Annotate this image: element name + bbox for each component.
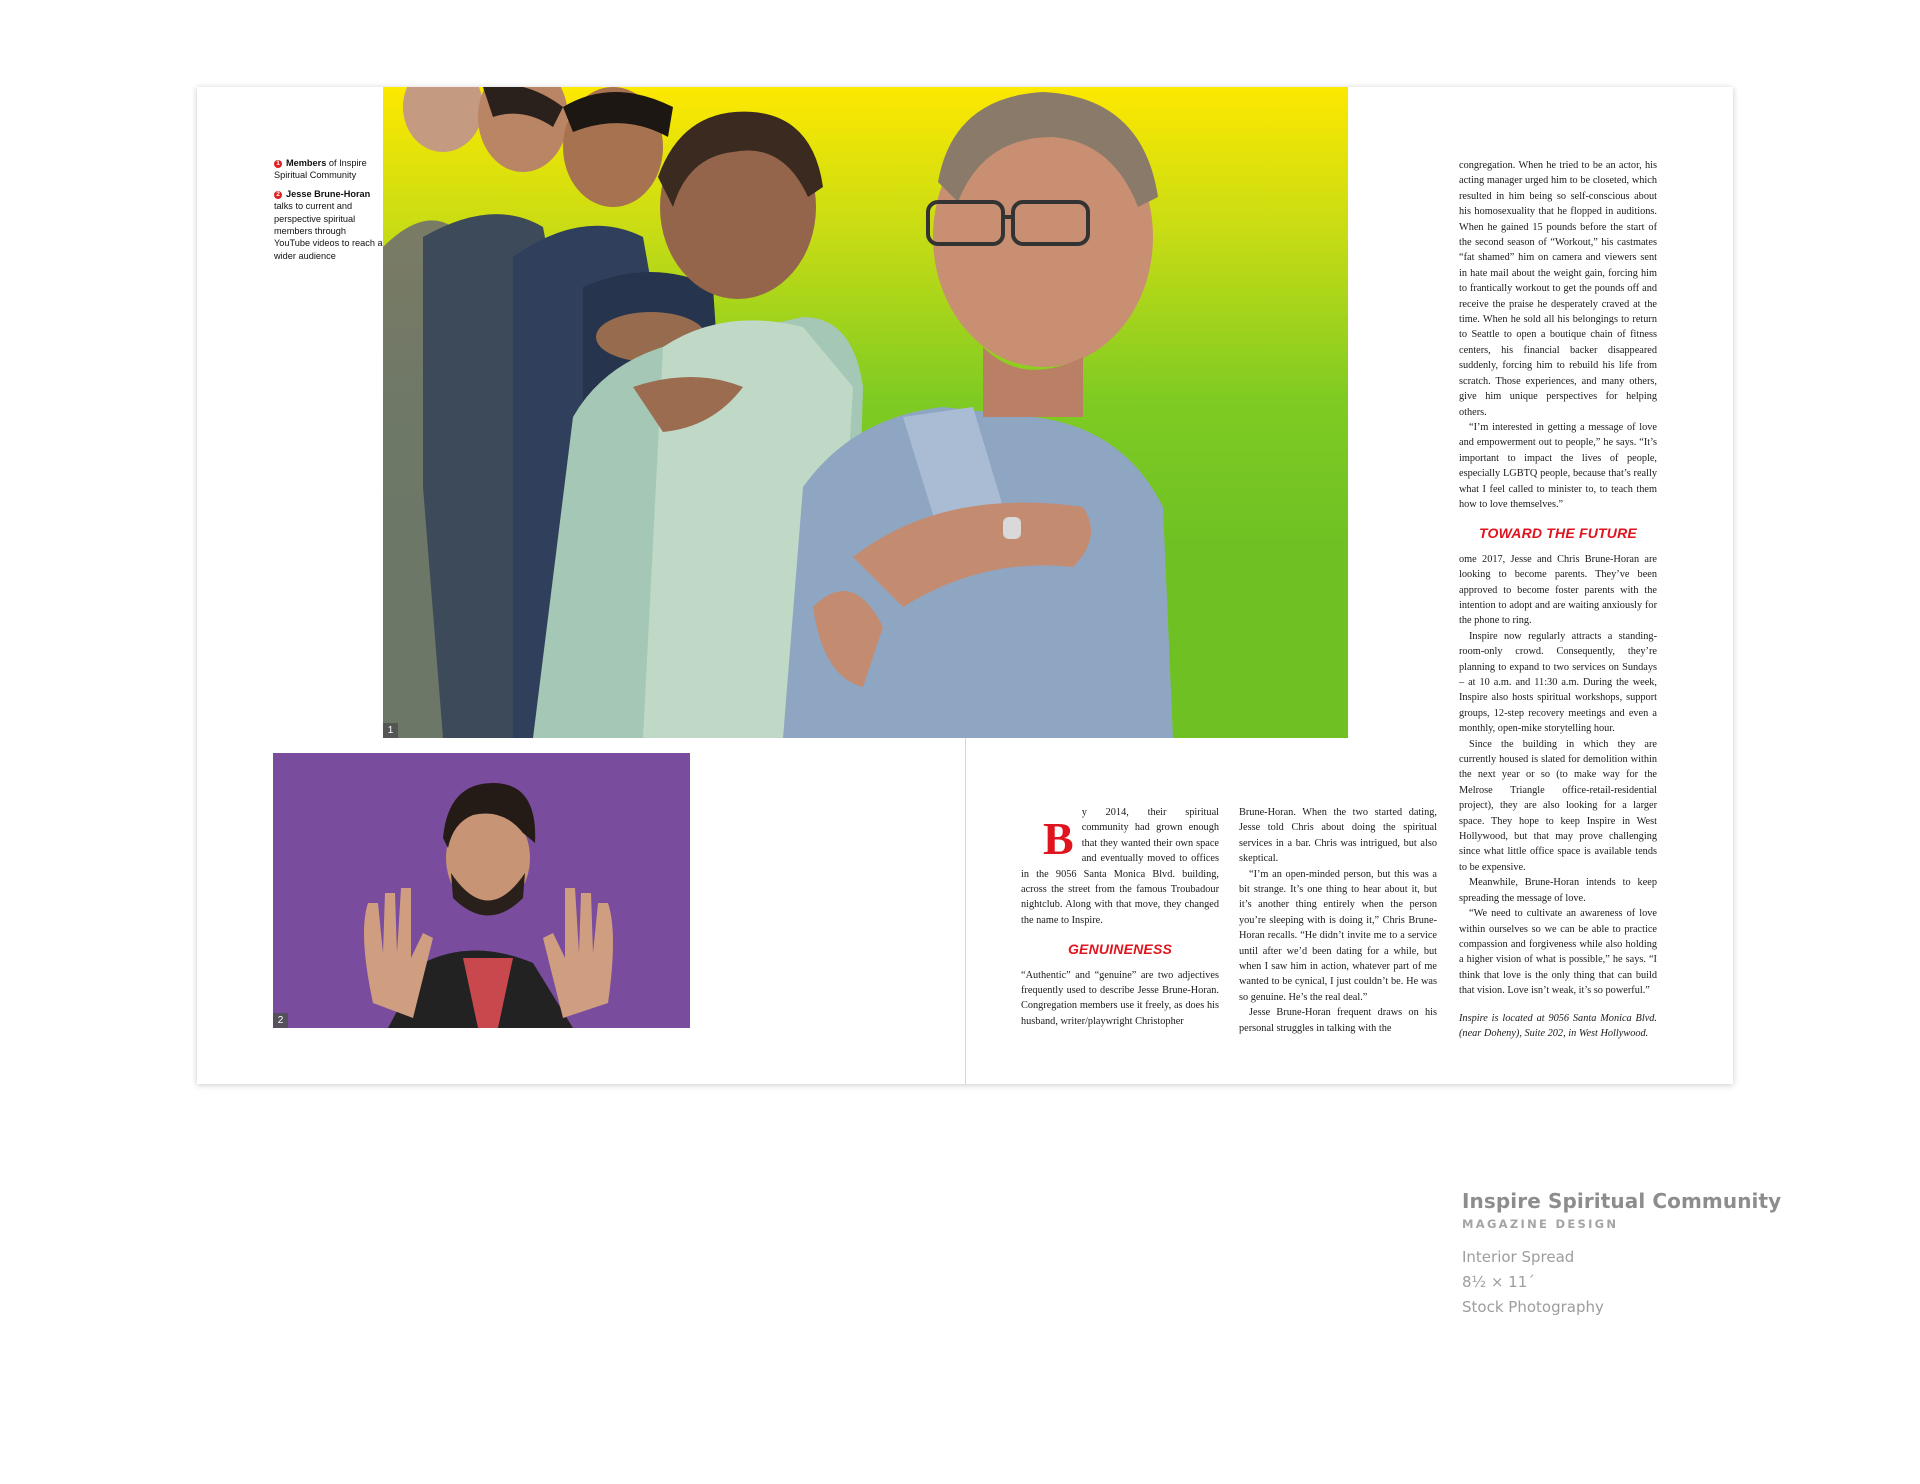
- project-detail-photography: Stock Photography: [1462, 1298, 1604, 1316]
- article-column-3: [1459, 158, 1657, 1041]
- photo-captions: [274, 157, 384, 268]
- jesse-illustration: [273, 753, 690, 1028]
- project-detail-format: Interior Spread: [1462, 1248, 1575, 1266]
- project-detail-size: 8½ × 11´: [1462, 1273, 1535, 1291]
- congregation-illustration: [383, 87, 1348, 738]
- article-paragraph: “I’m interested in getting a message of love and empowerment out to people,” he says. “It’s important to impact the lives of people, especially LGBTQ people, because that’s really what I feel called to minister to, to teach them how to love themselves.”: [1459, 421, 1657, 510]
- project-subtitle: MAGAZINE DESIGN: [1462, 1217, 1619, 1231]
- article-paragraph: ome 2017, Jesse and Chris Brune-Horan are looking to become parents. They’ve been approved to become foster parents with the intention to adopt and are waiting anxiously for the phone to ring.: [1459, 553, 1657, 627]
- project-title: Inspire Spiritual Community: [1462, 1189, 1782, 1213]
- caption-number-badge: 1: [274, 160, 282, 168]
- magazine-spread: [197, 87, 1733, 1084]
- article-intro: y 2014, their spiritual community had grown enough that they wanted their own space and eventually moved to offices in the 9056 Santa Monica Blvd. building, across the street from the famous Troubadour nightclub. Along with that move, they changed the name to Inspire.: [1021, 807, 1219, 926]
- caption-1: 1 Members of Inspire Spiritual Community: [274, 158, 367, 181]
- article-paragraph: Meanwhile, Brune-Horan intends to keep spreading the message of love.: [1459, 877, 1657, 904]
- photo-number-2: 2: [273, 1013, 288, 1028]
- article-closing-note: Inspire is located at 9056 Santa Monica Blvd. (near Doheny), Suite 202, in West Hollywood.: [1459, 1012, 1657, 1039]
- article-paragraph: Jesse Brune-Horan frequent draws on his personal struggles in talking with the: [1239, 1007, 1437, 1034]
- article-column-1: [1021, 805, 1219, 1029]
- heading-toward-the-future: TOWARD THE FUTURE: [1479, 525, 1637, 542]
- article-paragraph: Inspire now regularly attracts a standing-room-only crowd. Consequently, they’re planning to expand to two services on Sundays – at 10 a.m. and 11:30 a.m. During the week, Inspire also hosts spiritual workshops, support groups, 12-step recovery meetings and even a monthly, open-mike storytelling hour.: [1459, 630, 1657, 735]
- inset-photo-jesse: [273, 753, 690, 1028]
- photo-number-1: 1: [383, 723, 398, 738]
- article-paragraph: “We need to cultivate an awareness of love within ourselves so we can be able to practice compassion and forgiveness while also holding a higher vision of what is possible,” he says. “I think that love is the only thing that can build that vision. Love isn’t weak, it’s so powerful.”: [1459, 908, 1657, 997]
- heading-genuineness: GENUINENESS: [1067, 941, 1173, 958]
- article-paragraph: “Authentic” and “genuine” are two adjectives frequently used to describe Jesse Brune-Horan. Congregation members use it freely, as does his husband, writer/playwright Christopher: [1021, 969, 1219, 1027]
- main-photo-congregation: [383, 87, 1348, 738]
- article-paragraph: “I’m an open-minded person, but this was a bit strange. It’s one thing to hear about it, but it’s another thing entirely when the person you’re sleeping with is doing it,” Chris Brune-Horan recalls. “He didn’t invite me to a service until after we’d been dating for a while, but when I saw him in action, whatever part of me wanted to be cynical, I just couldn’t be. He was so genuine. He’s the real deal.”: [1239, 868, 1437, 1003]
- drop-cap: B: [1043, 813, 1074, 864]
- article-column-2: [1239, 805, 1437, 1036]
- project-info: [1462, 1189, 1781, 1320]
- caption-2: 2 Jesse Brune-Horan talks to current and perspective spiritual members through YouTube videos to reach a wider audience: [274, 188, 383, 261]
- article-paragraph: Since the building in which they are currently housed is slated for demolition within the next year or so (to make way for the Melrose Triangle office-retail-residential project), they are also looking for a larger space. They hope to keep Inspire in West Hollywood, but that may prove challenging since what little office space is available tends to be expensive.: [1459, 738, 1657, 873]
- article-paragraph: Brune-Horan. When the two started dating, Jesse told Chris about doing the spiritual services in a bar. Chris was intrigued, but also skeptical.: [1239, 807, 1437, 865]
- article-paragraph: congregation. When he tried to be an actor, his acting manager urged him to be closeted, which resulted in him being so self-conscious about his homosexuality that he flopped in auditions. When he gained 15 pounds before the start of the second season of “Workout,” his castmates “fat shamed” him on camera and viewers sent in hate mail about the weight gain, forcing him to frantically workout to get the pounds off and receive the praise he desperately craved at the time. When he sold all his belongings to return to Seattle to open a boutique chain of fitness centers, his financial backer disappeared suddenly, forcing him to rebuild his life from scratch. Those experiences, and many others, give him unique perspectives for helping others.: [1459, 160, 1657, 418]
- caption-number-badge: 2: [274, 191, 282, 199]
